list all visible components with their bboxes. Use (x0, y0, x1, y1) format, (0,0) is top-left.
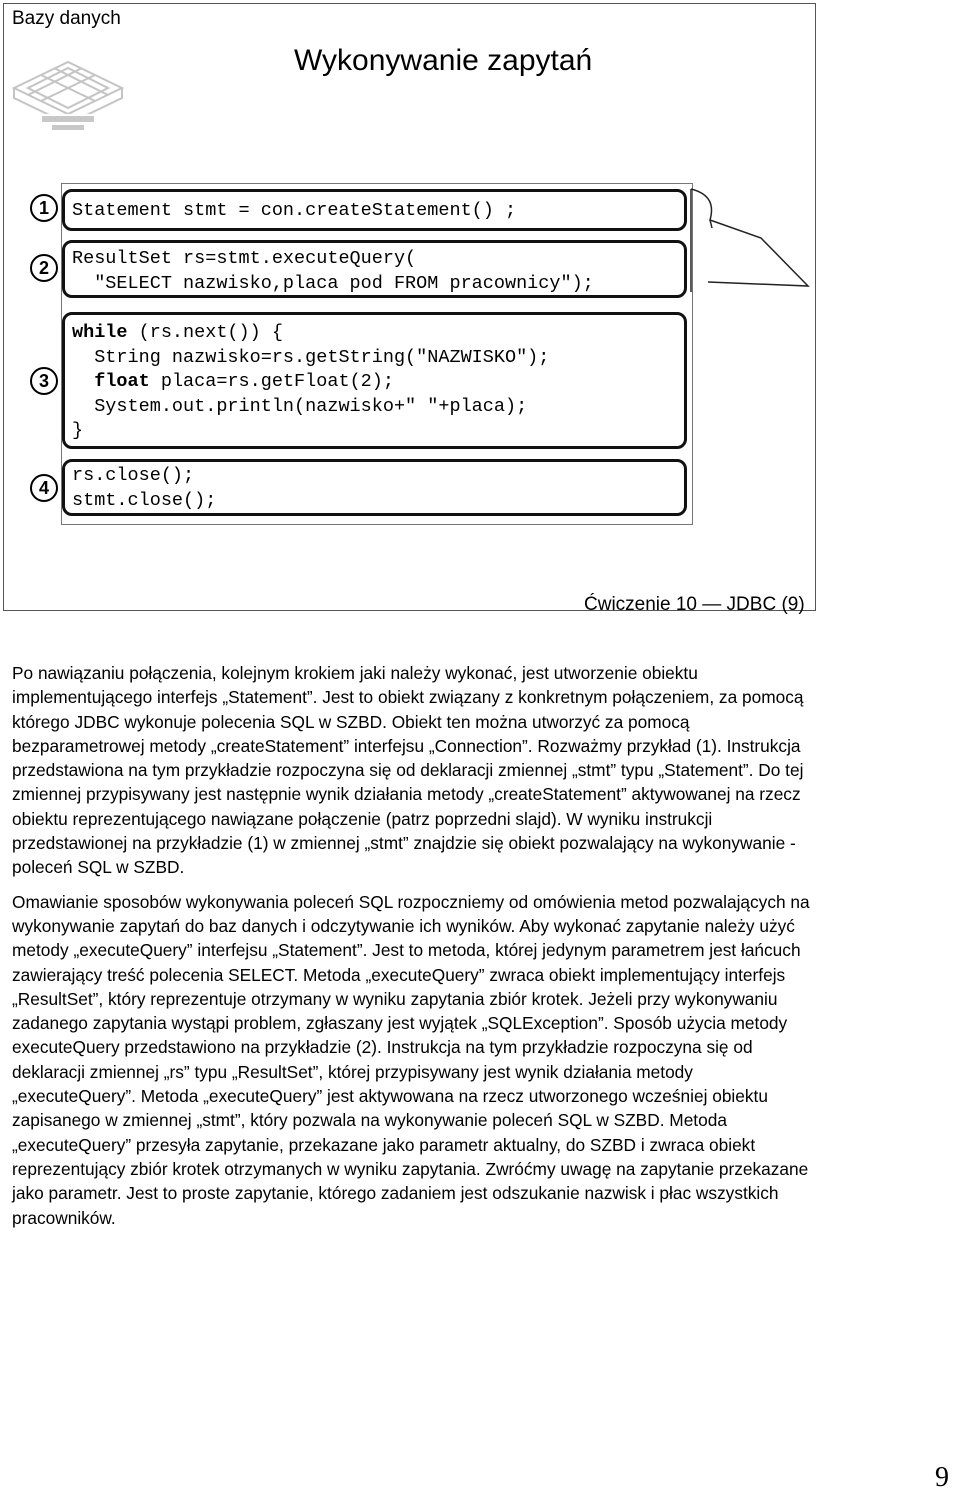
code-line: placa=rs.getFloat(2); (149, 371, 394, 392)
code-line: System.out.println(nazwisko+" "+placa); (72, 395, 528, 417)
code-keyword: float (94, 371, 150, 392)
marker-label: 1 (38, 198, 50, 218)
page-number: 9 (935, 1462, 949, 1493)
notes-paragraph-2: Omawianie sposobów wykonywania poleceń SQL rozpoczniemy od omówienia metod pozwalających na wykonywanie zapytań do baz danych i odczytywanie ich wyników. Aby wykonać zapytanie należy użyć metody „executeQuery” interfejsu „Statement”. Jest to metoda, której jedynym parametrem jest łańcuch zawierający treść polecenia SELECT. Metoda „executeQuery” zwraca obiekt implementujący interfejs „ResultSet”, który reprezentuje otrzymany w wyniku zapytania zbiór krotek. Jeżeli przy wykonywaniu zadanego zapytania wystąpi problem, zgłaszany jest wyjątek „SQLException”. Sposób użycia metody executeQuery przedstawiono na przykładzie (2). Instrukcja na tym przykładzie rozpoczyna się od deklaracji zmiennej „rs” typu „ResultSet”, której przypisywany jest wynik działania metody „executeQuery”. Metoda „executeQuery” jest aktywowana na rzecz utworzonego wcześniej obiektu zapisanego w zmiennej „stmt”, który pozwala na wykonywanie poleceń SQL w SZBD. Metoda „executeQuery” przesyła zapytanie, przekazane jako parametr aktualny, do SZBD i zwraca obiekt reprezentujący zbiór krotek otrzymanych w wyniku zapytania. Zwróćmy uwagę na zapytanie przekazane jako parametr. Jest to proste zapytanie, którego zadaniem jest odszukanie nazwisk i płac wszystkich pracowników. (12, 891, 810, 1228)
code-line: rs.close(); (72, 465, 195, 486)
code-line: "SELECT nazwisko,placa pod FROM pracownicy"); (72, 272, 594, 294)
code-block-4 (62, 459, 687, 516)
marker-label: 4 (38, 478, 50, 498)
code-block-3 (62, 312, 687, 449)
university-logo-icon (4, 58, 132, 136)
step-marker-1 (29, 193, 59, 223)
code-line: (rs.next()) { (127, 322, 283, 343)
code-line: Statement stmt = con.createStatement() ; (72, 200, 517, 221)
marker-label: 2 (38, 258, 50, 278)
header-label: Bazy danych (12, 8, 121, 29)
page-curl-icon (686, 186, 816, 296)
step-marker-2 (29, 253, 59, 283)
step-marker-4 (29, 473, 59, 503)
lecture-notes (12, 661, 812, 1230)
slide-title: Wykonywanie zapytań (294, 44, 593, 77)
code-line: } (72, 420, 84, 441)
code-block-1 (62, 189, 687, 231)
code-block-2 (62, 240, 687, 298)
code-keyword: while (72, 322, 128, 343)
code-indent (72, 371, 94, 392)
slide-footer: Ćwiczenie 10 — JDBC (9) (584, 594, 805, 615)
code-line: String nazwisko=rs.getString("NAZWISKO"); (72, 346, 550, 368)
notes-paragraph-1: Po nawiązaniu połączenia, kolejnym krokiem jaki należy wykonać, jest utworzenie obiektu implementującego interfejs „Statement”. Jest to obiekt związany z konkretnym połączeniem, za pomocą którego JDBC wykonuje polecenia SQL w SZBD. Obiekt ten można utworzyć za pomocą bezparametrowej metody „createStatement” interfejsu „Connection”. Rozważmy przykład (1). Instrukcja przedstawiona na tym przykładzie rozpoczyna się od deklaracji zmiennej „stmt” typu „Statement”. Do tej zmiennej przypisywany jest następnie wynik działania metody „createStatement” aktywowanej na rzecz obiektu reprezentującego nawiązane połączenie (patrz poprzedni slajd). W wyniku instrukcji przedstawionej na przykładzie (1) w zmiennej „stmt” znajdzie się obiekt pozwalający na wykonywanie -poleceń SQL w SZBD. (12, 663, 804, 878)
code-line: ResultSet rs=stmt.executeQuery( (72, 248, 417, 269)
marker-label: 3 (38, 371, 50, 391)
step-marker-3 (29, 366, 59, 396)
code-line: stmt.close(); (72, 489, 217, 511)
